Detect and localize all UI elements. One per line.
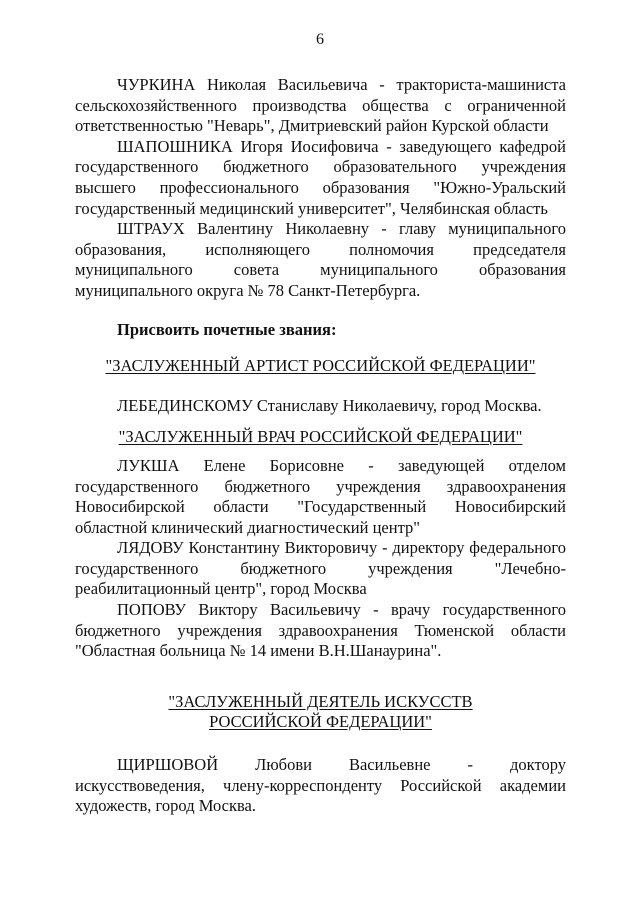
section-title-artist: "ЗАСЛУЖЕННЫЙ АРТИСТ РОССИЙСКОЙ ФЕДЕРАЦИИ" (105, 356, 536, 376)
section-title-arts-line1: "ЗАСЛУЖЕННЫЙ ДЕЯТЕЛЬ ИСКУССТВ (168, 691, 473, 711)
award-entry-luksha: ЛУКША Елене Борисовне - заведующей отделом государственного бюджетного учреждения здравоохранения Новосибирской области "Государственный Новосибирский областной клинический диагностический центр" (75, 455, 566, 537)
award-entry-shtraukh: ШТРАУХ Валентину Николаевну - главу муниципального образования, исполняющего полномочия председателя муниципального совета муниципального образования муниципального округа № 78 Санкт-Петербурга. (75, 219, 566, 300)
award-entry-churkin: ЧУРКИНА Николая Васильевича - тракториста-машиниста сельскохозяйственного производства общества с ограниченной ответственностью "Неварь", Дмитриевский район Курской области (75, 75, 566, 136)
section-title-arts-line2: РОССИЙСКОЙ ФЕДЕРАЦИИ" (209, 712, 432, 732)
award-entry-lyadov: ЛЯДОВУ Константину Викторовичу - директору федерального государственного бюджетного учреждения "Лечебно-реабилитационный центр", город Москва (75, 538, 566, 599)
award-entry-shaposhnik: ШАПОШНИКА Игоря Иосифовича - заведующего кафедрой государственного бюджетного образовательного учреждения высшего профессионального образования "Южно-Уральский государственный медицинский университет", Челябинская область (75, 136, 566, 218)
document-body (75, 75, 566, 817)
section-title-arts (75, 692, 566, 733)
assign-titles-heading: Присвоить почетные звания: (117, 319, 337, 339)
section-title-doctor: "ЗАСЛУЖЕННЫЙ ВРАЧ РОССИЙСКОЙ ФЕДЕРАЦИИ" (118, 427, 523, 447)
award-entry-popov: ПОПОВУ Виктору Васильевичу - врачу государственного бюджетного учреждения здравоохранения Тюменской области "Областная больница № 14 имени В.Н.Шанаурина". (75, 600, 566, 661)
page-number: 6 (316, 31, 324, 48)
award-entry-lebedinsky: ЛЕБЕДИНСКОМУ Станиславу Николаевичу, город Москва. (117, 395, 542, 415)
award-entry-shirshova: ЩИРШОВОЙ Любови Васильевне - доктору искусствоведения, члену-корреспонденту Российской академии художеств, город Москва. (75, 755, 566, 816)
